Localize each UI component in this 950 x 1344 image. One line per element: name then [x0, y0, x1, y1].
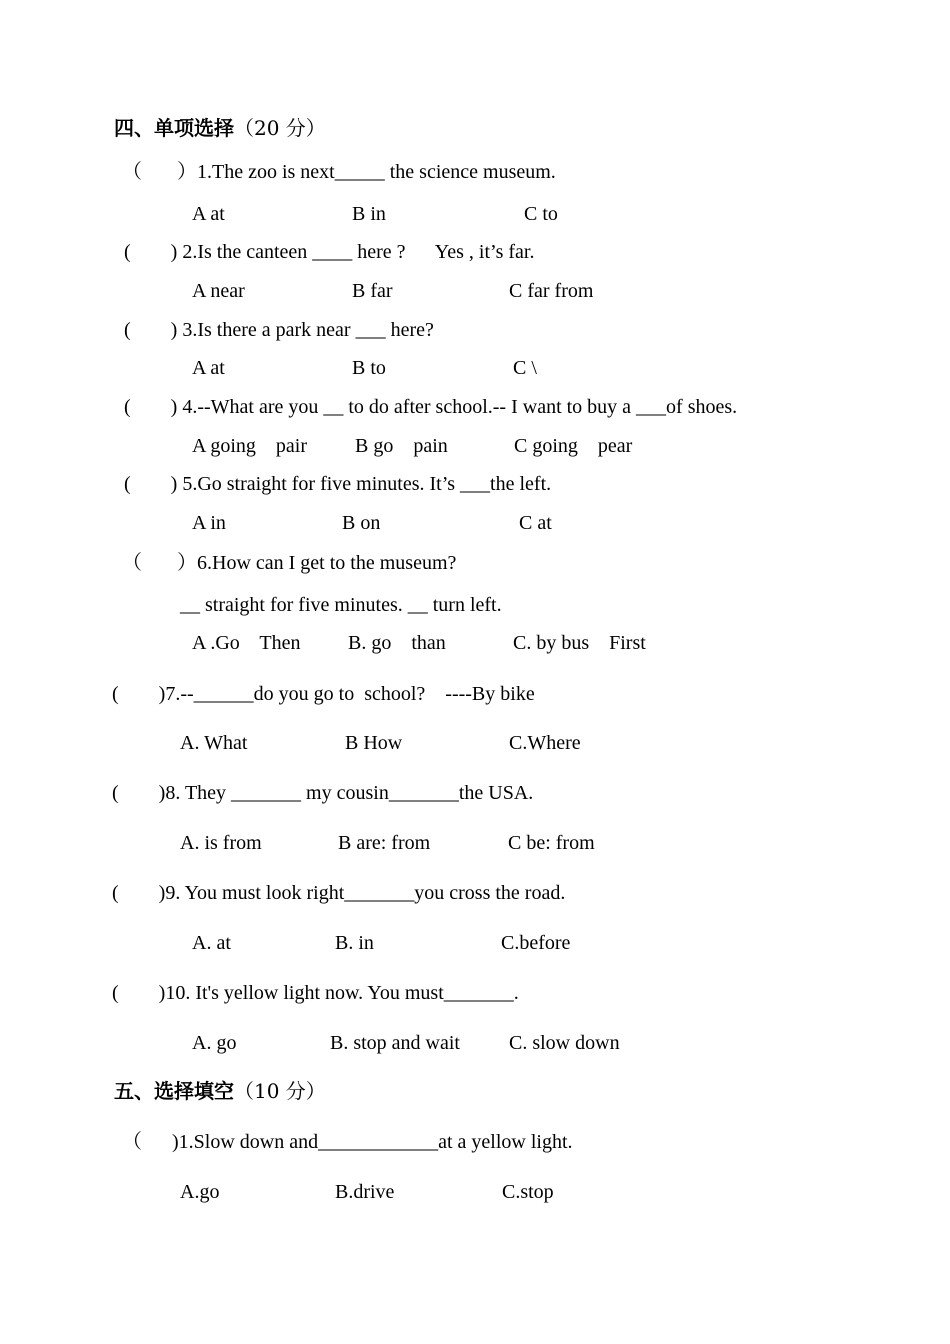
q7-option-b: B How: [345, 732, 403, 754]
section4-heading: 四、单项选择（20 分）: [114, 116, 326, 140]
q1-option-c: C to: [524, 203, 558, 225]
q4-option-b: B go pain: [355, 435, 448, 457]
question-6-stem: （ ）6.How can I get to the museum?: [122, 552, 457, 574]
q2-option-b: B far: [352, 280, 393, 302]
q2-option-c: C far from: [509, 280, 594, 302]
q9-option-a: A. at: [192, 932, 231, 954]
q2-option-a: A near: [192, 280, 245, 302]
question-3-stem: ( ) 3.Is there a park near ___ here?: [124, 319, 434, 341]
question-5-stem: ( ) 5.Go straight for five minutes. It’s ___the left.: [124, 473, 552, 495]
q8-option-a: A. is from: [180, 832, 262, 854]
question-8-stem: ( )8. They _______ my cousin_______the USA.: [112, 782, 534, 804]
q9-option-b: B. in: [335, 932, 374, 954]
q4-option-c: C going pear: [514, 435, 633, 457]
s5-question-1-stem: （ )1.Slow down and____________at a yellow light.: [122, 1131, 573, 1153]
section4-score: （20 分）: [234, 116, 326, 140]
q8-option-b: B are: from: [338, 832, 431, 854]
q5-option-c: C at: [519, 512, 552, 534]
q4-option-a: A going pair: [192, 435, 307, 457]
s5-q1-option-a: A.go: [180, 1181, 220, 1203]
q5-option-b: B on: [342, 512, 381, 534]
question-10-stem: ( )10. It's yellow light now. You must_______.: [112, 982, 519, 1004]
question-9-stem: ( )9. You must look right_______you cross the road.: [112, 882, 566, 904]
q1-option-b: B in: [352, 203, 386, 225]
q9-option-c: C.before: [501, 932, 571, 954]
s5-q1-option-b: B.drive: [335, 1181, 395, 1203]
question-4-stem: ( ) 4.--What are you __ to do after school.-- I want to buy a ___of shoes.: [124, 396, 738, 418]
section5-heading: 五、选择填空（10 分）: [114, 1079, 326, 1103]
section5-score: （10 分）: [234, 1079, 326, 1103]
question-7-stem: ( )7.--______do you go to school? ----By bike: [112, 683, 535, 705]
q8-option-c: C be: from: [508, 832, 595, 854]
question-6-subline: __ straight for five minutes. __ turn left.: [180, 594, 502, 616]
q6-option-a: A .Go Then: [192, 632, 301, 654]
q1-option-a: A at: [192, 203, 225, 225]
s5-q1-option-c: C.stop: [502, 1181, 554, 1203]
q10-option-c: C. slow down: [509, 1032, 620, 1054]
q3-option-a: A at: [192, 357, 225, 379]
q10-option-b: B. stop and wait: [330, 1032, 460, 1054]
question-2-stem: ( ) 2.Is the canteen ____ here ? Yes , it’s far.: [124, 241, 535, 263]
q7-option-a: A. What: [180, 732, 248, 754]
q6-option-b: B. go than: [348, 632, 446, 654]
q3-option-c: C \: [513, 357, 537, 379]
q10-option-a: A. go: [192, 1032, 237, 1054]
question-1-stem: （ ）1.The zoo is next_____ the science museum.: [122, 161, 556, 183]
q6-option-c: C. by bus First: [513, 632, 646, 654]
q3-option-b: B to: [352, 357, 386, 379]
q7-option-c: C.Where: [509, 732, 581, 754]
q5-option-a: A in: [192, 512, 226, 534]
